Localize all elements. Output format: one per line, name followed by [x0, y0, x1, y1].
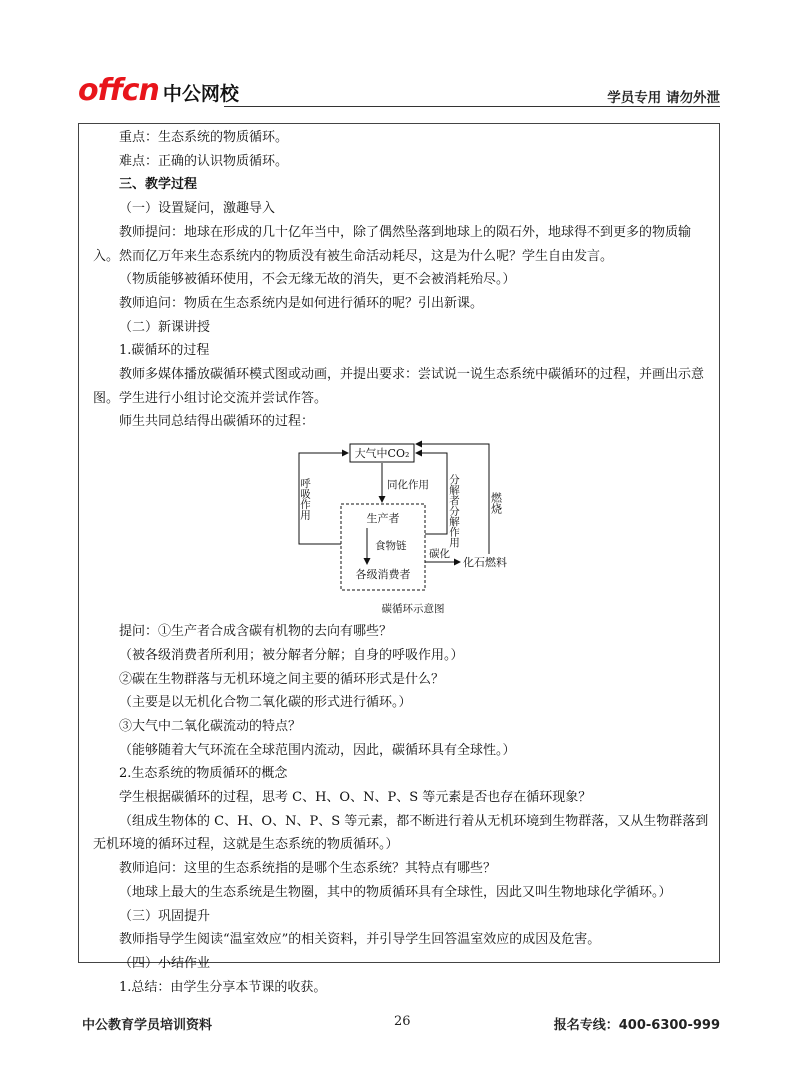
- question-3: ③大气中二氧化碳流动的特点？: [119, 718, 302, 734]
- producer-label: 生产者: [366, 512, 400, 526]
- footer-left: 中公教育学员培训资料: [82, 1018, 213, 1033]
- paragraph: 学生根据碳循环的过程，思考 C、H、O、N、P、S 等元素是否也存在循环现象？: [119, 790, 592, 806]
- paragraph: 教师追问：这里的生态系统指的是哪个生态系统？其特点有哪些？: [119, 861, 497, 877]
- lesson-content: [93, 126, 711, 999]
- answer-2: （主要是以无机化合物二氧化碳的形式进行循环。）: [119, 695, 412, 711]
- fossil-fuel-label: 化石燃料: [463, 556, 507, 570]
- topic-heading: 1.碳循环的过程: [119, 343, 210, 359]
- carbon-cycle-diagram: [297, 436, 529, 620]
- subsection-heading: （三）巩固提升: [119, 908, 211, 924]
- page-number: 26: [394, 1014, 411, 1029]
- atmosphere-label: 大气中CO₂: [354, 447, 410, 461]
- decomposer-label: 分解者分解作用: [448, 474, 460, 548]
- consumers-label: 各级消费者: [355, 568, 411, 582]
- paragraph: 教师提问：地球在形成的几十亿年当中，除了偶然坠落到地球上的陨石外，地球得不到更多的物质输入。然而亿万年来生态系统内的物质没有被生命活动耗尽，这是为什么呢？学生自由发言。: [93, 224, 692, 264]
- carbonization-label: 碳化: [429, 548, 450, 561]
- question-2: ②碳在生物群落与无机环境之间主要的循环形式是什么？: [119, 671, 445, 687]
- paragraph: （组成生物体的 C、H、O、N、P、S 等元素，都不断进行着从无机环境到生物群落，又从生物群落到无机环境的循环过程，这就是生态系统的物质循环。）: [93, 813, 709, 853]
- footer-hotline: 报名专线：400-6300-999: [553, 1018, 720, 1033]
- logo-brand-text: offcn: [78, 73, 159, 108]
- logo-cn-text: 中公网校: [162, 83, 239, 105]
- answer-3: （能够随着大气环流在全球范围内流动，因此，碳循环具有全球性。）: [119, 742, 516, 758]
- paragraph: 1.总结：由学生分享本节课的收获。: [119, 979, 327, 995]
- food-chain-label: 食物链: [375, 540, 407, 553]
- key-point: 重点：生态系统的物质循环。: [119, 130, 289, 145]
- respiration-label: 呼吸作用: [299, 478, 311, 521]
- offcn-logo: [78, 73, 239, 108]
- assimilation-label: 同化作用: [387, 479, 429, 492]
- section-heading: 三、教学过程: [119, 177, 198, 193]
- question-1: 提问：①生产者合成含碳有机物的去向有哪些？: [119, 624, 393, 640]
- carbon-cycle-figure: [93, 436, 711, 620]
- decomposer-arrow: [416, 453, 447, 534]
- burning-label: 燃烧: [489, 492, 503, 515]
- paragraph: 教师追问：物质在生态系统内是如何进行循环的呢？引出新课。: [119, 295, 484, 311]
- topic-heading: 2.生态系统的物质循环的概念: [119, 766, 288, 782]
- paragraph: 教师指导学生阅读“温室效应”的相关资料，并引导学生回答温室效应的成因及危害。: [119, 932, 601, 948]
- answer-1: （被各级消费者所利用；被分解者分解；自身的呼吸作用。）: [119, 647, 464, 663]
- paragraph: （物质能够被循环使用，不会无缘无故的消失，更不会被消耗殆尽。）: [119, 272, 516, 288]
- subsection-heading: （二）新课讲授: [119, 319, 211, 335]
- page-footer: [82, 1014, 720, 1034]
- header-notice: 学员专用 请勿外泄: [607, 90, 720, 106]
- page-header: [78, 72, 720, 108]
- subsection-heading: （一）设置疑问，激趣导入: [119, 201, 276, 217]
- paragraph: 师生共同总结得出碳循环的过程：: [119, 414, 315, 430]
- paragraph: 教师多媒体播放碳循环模式图或动画，并提出要求：尝试说一说生态系统中碳循环的过程，并画出示意图。学生进行小组讨论交流并尝试作答。: [93, 367, 705, 406]
- paragraph: （地球上最大的生态系统是生物圈，其中的物质循环具有全球性，因此又叫生物地球化学循环。）: [119, 884, 672, 900]
- subsection-heading: （四）小结作业: [119, 955, 211, 971]
- difficult-point: 难点：正确的认识物质循环。: [119, 153, 289, 169]
- figure-caption: 碳循环示意图: [381, 603, 445, 616]
- header-rule: [224, 106, 720, 107]
